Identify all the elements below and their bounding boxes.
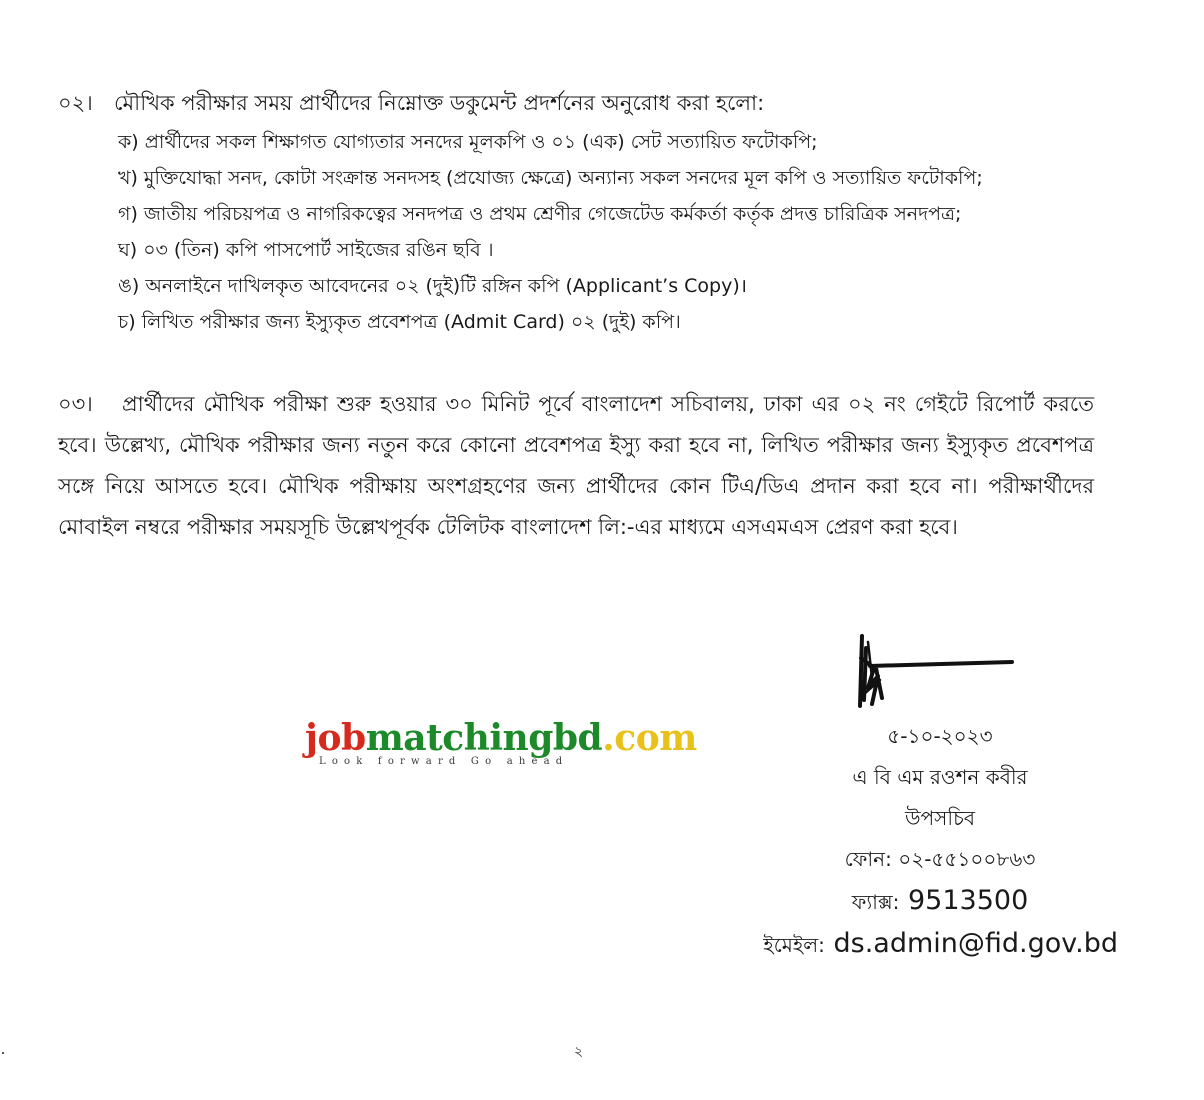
fax-number: 9513500 [908,885,1029,916]
signatory-fax [740,880,1140,923]
email-address[interactable]: ds.admin@fid.gov.bd [833,928,1118,959]
watermark-part-job: job [305,717,366,759]
requirement-item: চ) লিখিত পরীক্ষার জন্য ইস্যুকৃত প্রবেশপত্র (Admit Card) ০২ (দুই) কপি। [118,311,681,333]
email-label: ইমেইল: [763,933,825,957]
signatory-block [740,716,1140,966]
requirement-item: গ) জাতীয় পরিচয়পত্র ও নাগরিকত্বের সনদপত্র ও প্রথম শ্রেণীর গেজেটেড কর্মকর্তা কর্তৃক প্রদত্ত চারিত্রিক সনদপত্র; [118,203,962,225]
signatory-designation: উপসচিব [904,806,975,830]
watermark-logo [305,718,695,772]
section-2-heading [58,88,1108,118]
section-3-number: ০৩। [58,392,93,416]
handwritten-signature [852,628,1022,712]
page-number: ২ [574,1044,584,1060]
watermark-logo-text [305,718,697,758]
section-2-number: ০২। [58,91,93,115]
requirement-item: ঘ) ০৩ (তিন) কপি পাসপোর্ট সাইজের রঙিন ছবি । [118,239,494,261]
signatory-email [740,923,1140,966]
watermark-part-matching: matchingbd [365,717,603,759]
requirement-item: ঙ) অনলাইনে দাখিলকৃত আবেদনের ০২ (দুই)টি রঙ্গিন কপি (Applicant’s Copy)। [118,275,747,297]
watermark-part-dotcom: .com [602,717,697,759]
signature-date: ৫-১০-২০২৩ [887,724,993,748]
section-3-text: প্রার্থীদের মৌখিক পরীক্ষা শুরু হওয়ার ৩০ মিনিট পূর্বে বাংলাদেশ সচিবালয়, ঢাকা এর ০২ নং গেইটে রিপোর্ট করতে হবে। উল্লেখ্য, মৌখিক পরীক্ষার জন্য নতুন করে কোনো প্রবেশপত্র ইস্যু করা হবে না, লিখিত পরীক্ষার জন্য ইস্যুকৃত প্রবেশপত্র সঙ্গে নিয়ে আসতে হবে। মৌখিক পরীক্ষায় অংশগ্রহণের জন্য প্রার্থীদের কোন টিএ/ডিএ প্রদান করা হবে না। পরীক্ষার্থীদের মোবাইল নম্বরে পরীক্ষার সময়সূচি উল্লেখপূর্বক টেলিটক বাংলাদেশ লি:-এর মাধ্যমে এসএমএস প্রেরণ করা হবে। [58,392,1094,539]
requirement-item: খ) মুক্তিযোদ্ধা সনদ, কোটা সংক্রান্ত সনদসহ (প্রযোজ্য ক্ষেত্রে) অন্যান্য সকল সনদের মূল কপি ও সত্যায়িত ফটোকপি; [118,167,983,189]
signatory-phone: ফোন: ০২-৫৫১০০৮৬৩ [844,847,1036,871]
document-requirements-list [118,124,1118,340]
signatory-name: এ বি এম রওশন কবীর [852,765,1028,789]
watermark-tagline: Look forward Go ahead [319,756,569,767]
fax-label: ফ্যাক্স: [851,890,900,914]
section-2-heading-text: মৌখিক পরীক্ষার সময় প্রার্থীদের নিম্নোক্ত ডকুমেন্ট প্রদর্শনের অনুরোধ করা হলো: [114,91,765,115]
section-3-paragraph [58,384,1094,548]
requirement-item: ক) প্রার্থীদের সকল শিক্ষাগত যোগ্যতার সনদের মূলকপি ও ০১ (এক) সেট সত্যায়িত ফটোকপি; [118,131,818,153]
scan-speck [2,1052,4,1054]
